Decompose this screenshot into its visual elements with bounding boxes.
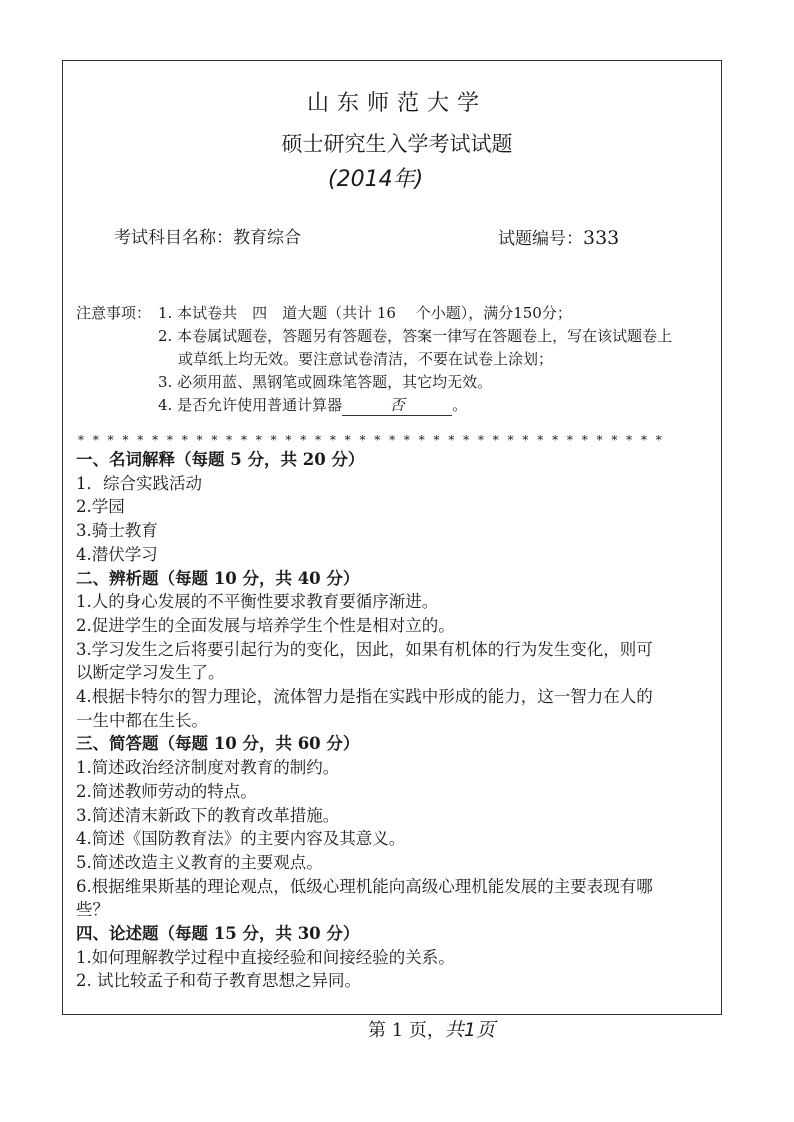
question-line: 2. 试比较孟子和荀子教育思想之异同。 xyxy=(76,971,361,991)
question-line: 5.简述改造主义教育的主要观点。 xyxy=(76,852,323,872)
university-name: 山东师范大学 xyxy=(306,91,487,116)
page-footer xyxy=(368,1020,495,1041)
subject-name: 考试科目名称：教育综合 xyxy=(114,228,301,248)
end-mark: 。 xyxy=(452,396,468,414)
note-calculator: 4. 是否允许使用普通计算器 xyxy=(158,396,343,414)
question-line: 6.根据维果斯基的理论观点，低级心理机能向高级心理机能发展的主要表现有哪 xyxy=(76,876,653,896)
page-total: 共1页 xyxy=(444,1019,495,1041)
section-title: 一、名词解释（每题 5 分，共 20 分） xyxy=(76,450,365,469)
question-line: 3.简述清末新政下的教育改革措施。 xyxy=(76,805,340,825)
question-line: 1.简述政治经济制度对教育的制约。 xyxy=(76,758,340,778)
question-line: 些？ xyxy=(76,900,109,920)
question-line: 1.如何理解教学过程中直接经验和间接经验的关系。 xyxy=(76,947,455,967)
exam-title: 硕士研究生入学考试试题 xyxy=(281,132,513,156)
question-line: 2.简述教师劳动的特点。 xyxy=(76,781,257,801)
question-line: 4.简述《国防教育法》的主要内容及其意义。 xyxy=(76,829,406,849)
note-item: 2. 本卷属试题卷，答题另有答题卷，答案一律写在答题卷上，写在该试题卷上 xyxy=(158,327,673,345)
section-title: 三、简答题（每题 10 分，共 60 分） xyxy=(76,734,360,754)
question-line: 3.骑士教育 xyxy=(76,521,158,541)
calculator-answer: 否 xyxy=(342,395,452,416)
notes-label: 注意事项： xyxy=(76,304,152,322)
question-line: 一生中都在生长。 xyxy=(76,710,208,730)
question-line: 4.潜伏学习 xyxy=(76,544,158,564)
exam-code-value: 333 xyxy=(583,227,620,249)
question-line: 2.促进学生的全面发展与培养学生个性是相对立的。 xyxy=(76,615,455,635)
question-line: 2.学园 xyxy=(76,497,125,517)
question-line: 4.根据卡特尔的智力理论，流体智力是指在实践中形成的能力，这一智力在人的 xyxy=(76,687,653,706)
exam-year: (2014年) xyxy=(328,167,424,192)
question-line: 以断定学习发生了。 xyxy=(76,663,225,683)
question-line: 3.学习发生之后将要引起行为的变化，因此，如果有机体的行为发生变化，则可 xyxy=(76,639,653,659)
separator: * * * * * * * * * * * * * * * * * * * * * * * * * * * * * * * * * * * * * * * * xyxy=(78,433,662,447)
exam-code-label: 试题编号： xyxy=(498,229,583,249)
section-title: 四、论述题（每题 15 分，共 30 分） xyxy=(76,924,360,943)
note-item xyxy=(158,395,467,416)
note-item: 或草纸上均无效。要注意试卷清洁，不要在试卷上涂划； xyxy=(178,350,554,368)
question-line: 1．综合实践活动 xyxy=(76,473,202,493)
exam-code xyxy=(498,228,619,249)
section-title: 二、辨析题（每题 10 分，共 40 分） xyxy=(76,568,360,588)
note-item: 1. 本试卷共 四 道大题（共计 16 个小题），满分150分； xyxy=(158,304,572,322)
note-item: 3. 必须用蓝、黑钢笔或圆珠笔答题，其它均无效。 xyxy=(158,373,493,391)
page-number: 第 1 页， xyxy=(368,1020,445,1041)
question-line: 1.人的身心发展的不平衡性要求教育要循序渐进。 xyxy=(76,592,439,612)
